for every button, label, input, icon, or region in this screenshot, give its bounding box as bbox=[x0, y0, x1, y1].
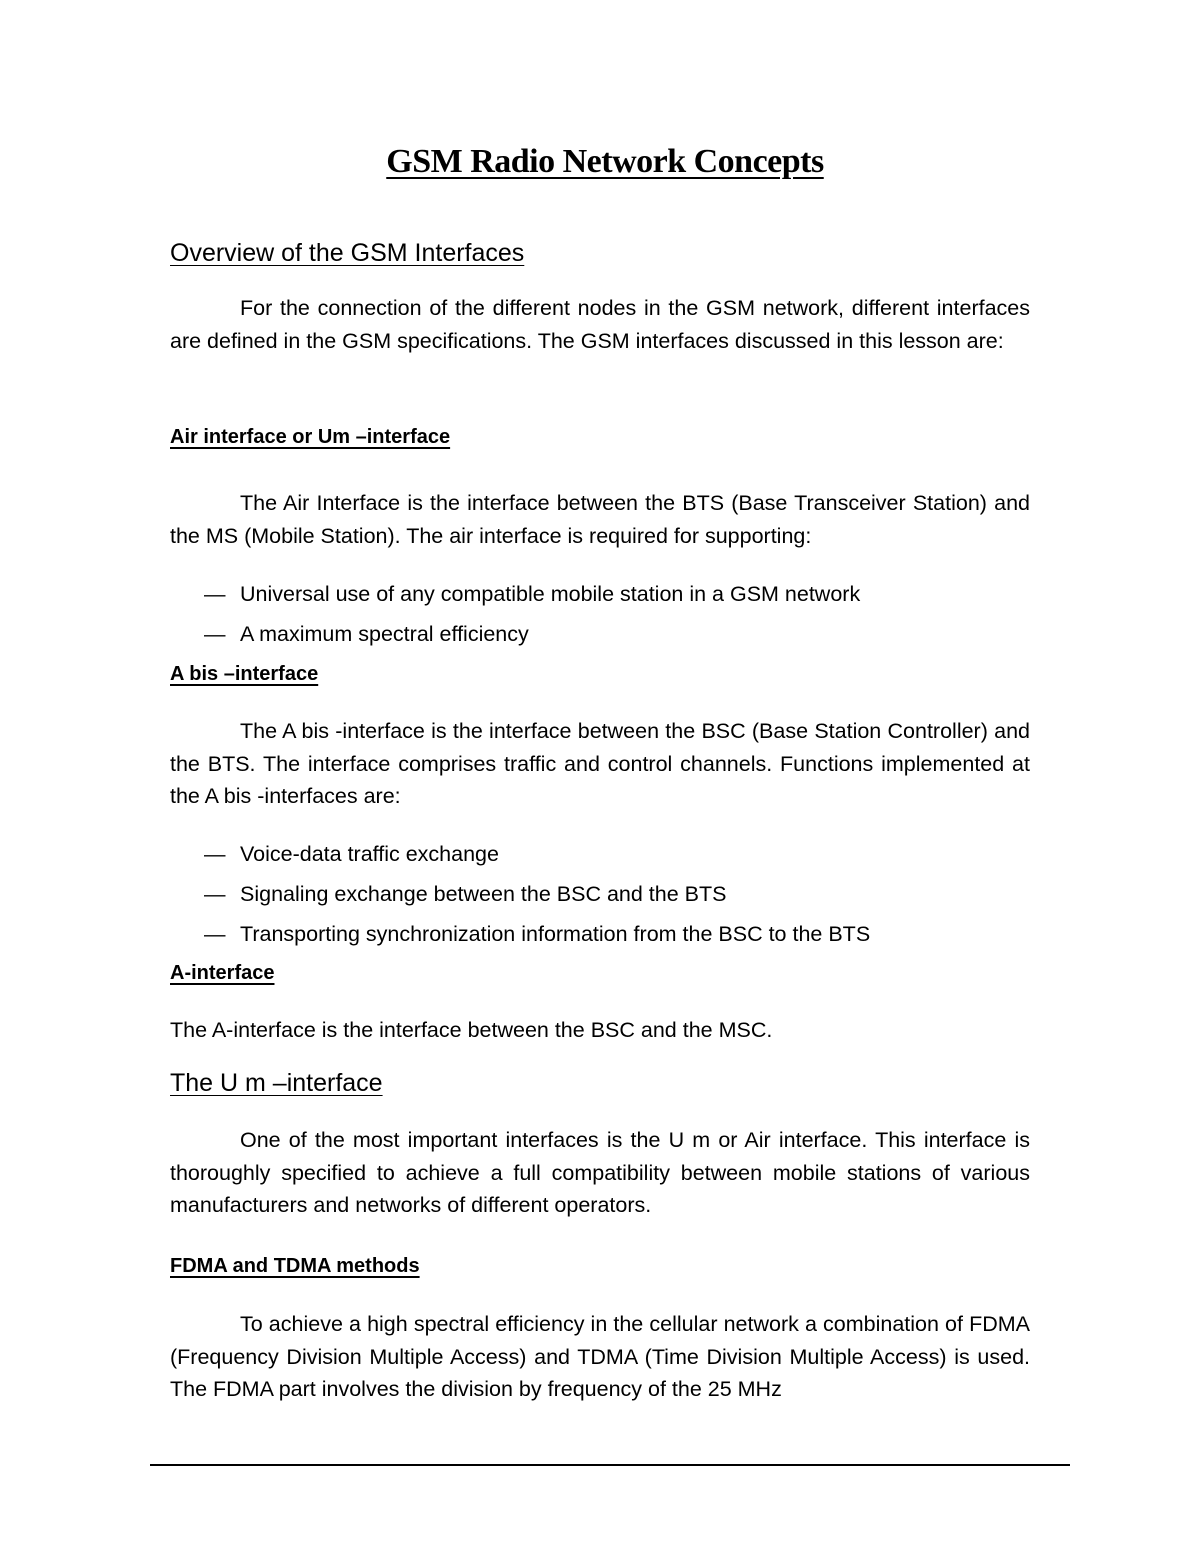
list-item bbox=[204, 578, 860, 618]
list-item-text: A maximum spectral efficiency bbox=[240, 622, 529, 646]
list-item-text: Universal use of any compatible mobile station in a GSM network bbox=[240, 582, 861, 606]
abis-interface-heading: A bis –interface bbox=[170, 663, 319, 685]
overview-paragraph: For the connection of the different nodes in the GSM network, different interfaces are defined in the GSM specifications. The GSM interfaces discussed in this lesson are: bbox=[170, 296, 1030, 353]
dash-marker: — bbox=[204, 622, 226, 646]
list-item bbox=[204, 878, 870, 918]
fdma-tdma-paragraph: To achieve a high spectral efficiency in the cellular network a combination of FDMA (Frequency Division Multiple Access) and TDMA (Time Division Multiple Access) is used. The FDMA part involves the division by frequency of the 25 MHz bbox=[170, 1312, 1030, 1401]
overview-heading: Overview of the GSM Interfaces bbox=[170, 239, 525, 267]
list-item bbox=[204, 838, 870, 878]
air-interface-bullet-list bbox=[204, 578, 860, 658]
dash-marker: — bbox=[204, 922, 226, 946]
a-interface-paragraph: The A-interface is the interface between the BSC and the MSC. bbox=[170, 1018, 773, 1042]
um-interface-paragraph: One of the most important interfaces is the U m or Air interface. This interface is thoroughly specified to achieve a full compatibility between mobile stations of various manufacturers and networks of different operators. bbox=[170, 1128, 1030, 1217]
air-interface-paragraph: The Air Interface is the interface between the BTS (Base Transceiver Station) and the MS (Mobile Station). The air interface is required for supporting: bbox=[170, 491, 1030, 548]
air-interface-heading: Air interface or Um –interface bbox=[170, 426, 451, 448]
list-item bbox=[204, 918, 870, 958]
um-interface-heading: The U m –interface bbox=[170, 1069, 383, 1097]
a-interface-heading: A-interface bbox=[170, 962, 275, 984]
abis-interface-paragraph: The A bis -interface is the interface between the BSC (Base Station Controller) and the BTS. The interface comprises traffic and control channels. Functions implemented at the A bis -interfaces are: bbox=[170, 719, 1030, 808]
abis-interface-bullet-list bbox=[204, 838, 870, 958]
list-item bbox=[204, 618, 860, 658]
list-item-text: Transporting synchronization information from the BSC to the BTS bbox=[240, 922, 871, 946]
fdma-tdma-heading: FDMA and TDMA methods bbox=[170, 1255, 420, 1277]
list-item-text: Voice-data traffic exchange bbox=[240, 842, 499, 866]
document-title: GSM Radio Network Concepts bbox=[386, 143, 824, 180]
list-item-text: Signaling exchange between the BSC and the BTS bbox=[240, 882, 727, 906]
footer-rule bbox=[150, 1464, 1070, 1466]
dash-marker: — bbox=[204, 582, 226, 606]
dash-marker: — bbox=[204, 882, 226, 906]
dash-marker: — bbox=[204, 842, 226, 866]
